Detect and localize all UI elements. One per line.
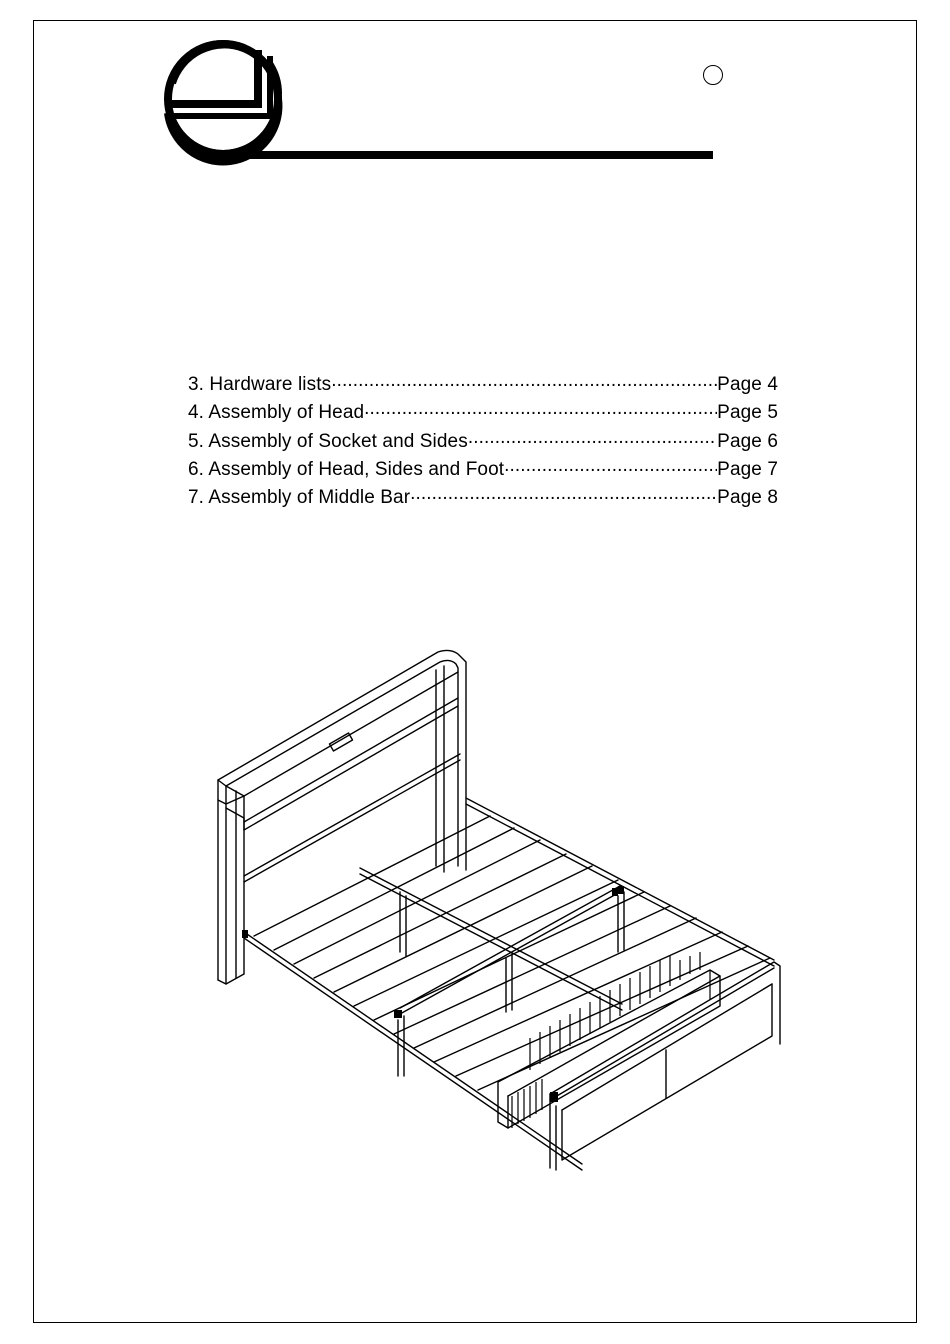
toc-title: 4. Assembly of Head xyxy=(188,402,365,424)
toc-entry xyxy=(188,483,778,511)
toc-leader-dots xyxy=(468,427,717,447)
toc-entry xyxy=(188,455,778,483)
toc-title: 3. Hardware lists xyxy=(188,374,332,395)
bed-frame-illustration xyxy=(200,640,790,1180)
table-of-contents xyxy=(188,370,778,511)
toc-page: Page 8 xyxy=(717,487,778,509)
toc-entry xyxy=(188,427,778,455)
toc-leader-dots xyxy=(504,455,717,475)
toc-page: Page 7 xyxy=(717,458,778,480)
toc-leader-dots xyxy=(410,483,717,503)
toc-entry xyxy=(188,398,778,426)
toc-page: Page 5 xyxy=(717,402,778,424)
toc-title: 5. Assembly of Socket and Sides xyxy=(188,430,468,452)
toc-title: 7. Assembly of Middle Bar xyxy=(188,487,411,509)
toc-page: Page 6 xyxy=(717,430,778,452)
brand-logo-icon xyxy=(160,38,720,168)
toc-leader-dots xyxy=(331,370,717,390)
toc-page: Page 4 xyxy=(717,374,778,395)
toc-title: 6. Assembly of Head, Sides and Foot xyxy=(188,458,505,480)
toc-leader-dots xyxy=(364,398,717,418)
toc-entry xyxy=(188,370,778,398)
registered-mark-icon xyxy=(703,65,723,85)
